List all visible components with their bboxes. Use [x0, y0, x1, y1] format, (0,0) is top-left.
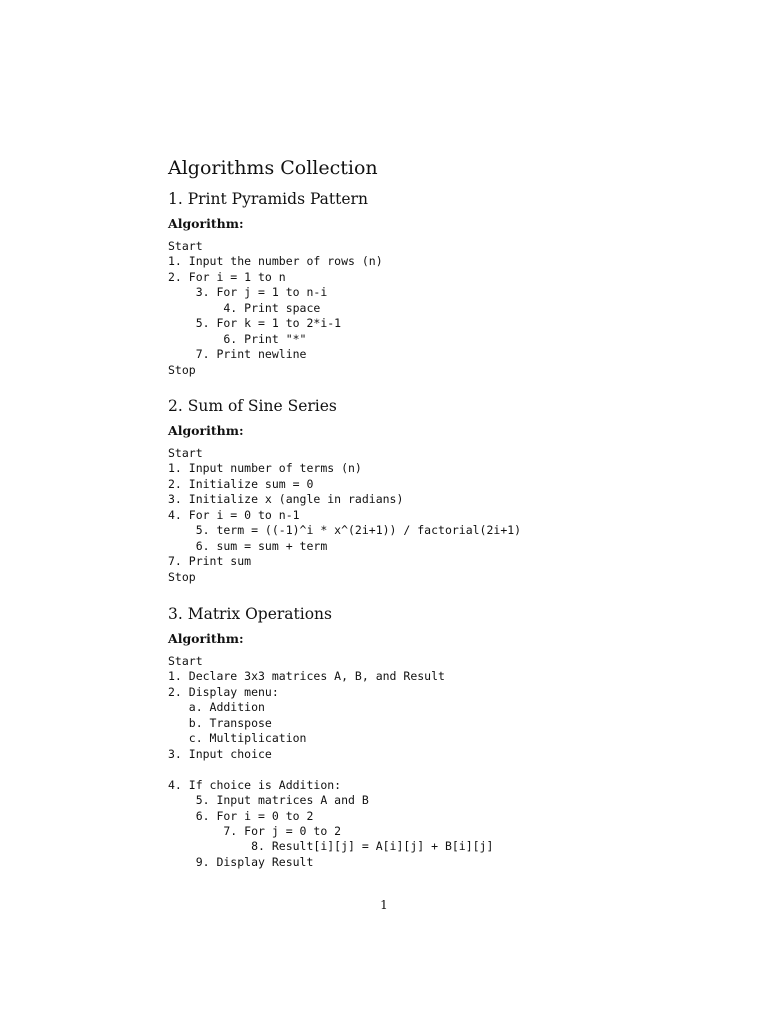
- document-title: Algorithms Collection: [168, 157, 378, 179]
- algorithm-code-pyramids: Start 1. Input the number of rows (n) 2. For i = 1 to n 3. For j = 1 to n-i 4. Print space 5. For k = 1 to 2*i-1 6. Print "*" 7. Print newline Stop: [168, 239, 383, 377]
- algorithm-label: Algorithm:: [168, 423, 244, 438]
- algorithm-label: Algorithm:: [168, 216, 244, 231]
- page-number: 1: [380, 898, 388, 912]
- section-heading-matrix-operations: 3. Matrix Operations: [168, 605, 332, 623]
- algorithm-code-sine-series: Start 1. Input number of terms (n) 2. Initialize sum = 0 3. Initialize x (angle in radians) 4. For i = 0 to n-1 5. term = ((-1)^i * x^(2i+1)) / factorial(2i+1) 6. sum = sum + term 7. Print sum Stop: [168, 446, 522, 584]
- algorithm-label: Algorithm:: [168, 631, 244, 646]
- section-heading-pyramids: 1. Print Pyramids Pattern: [168, 190, 368, 208]
- section-heading-sine-series: 2. Sum of Sine Series: [168, 397, 337, 415]
- algorithm-code-matrix-operations: Start 1. Declare 3x3 matrices A, B, and Result 2. Display menu: a. Addition b. Transpose c. Multiplication 3. Input choice 4. If choice is Addition: 5. Input matrices A and B 6. For i = 0 to 2 7. For j = 0 to 2 8. Result[i][j] = A[i][j] + B[i][j] 9. Display Result: [168, 654, 494, 869]
